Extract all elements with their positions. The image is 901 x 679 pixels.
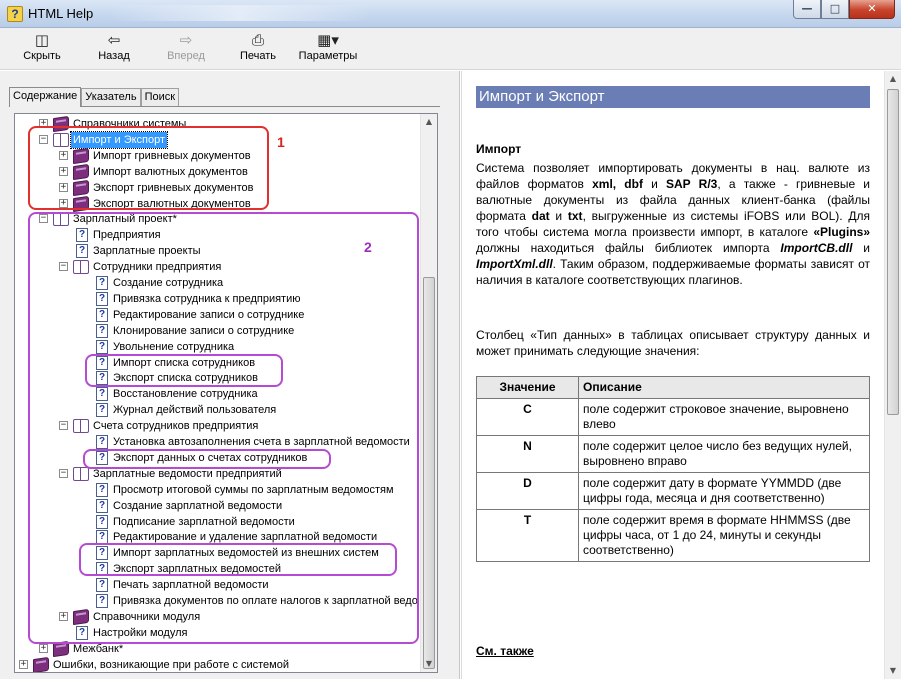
tree-item-label: Восстановление сотрудника xyxy=(113,388,258,401)
highlight-box-salary-project xyxy=(28,212,419,644)
tree-item-label: Печать зарплатной ведомости xyxy=(113,579,269,592)
scroll-down-arrow-icon[interactable]: ▼ xyxy=(889,666,897,675)
content-scroll-thumb[interactable] xyxy=(887,89,899,415)
cell-description: поле содержит дату в формате YYMMDD (две цифры года, месяца и дня соответственно) xyxy=(579,473,870,510)
tree-item-label: Журнал действий пользователя xyxy=(113,404,277,417)
tree-item-label: Справочники модуля xyxy=(93,610,201,623)
tree-item-label: Экспорт валютных документов xyxy=(93,197,251,210)
help-page-icon: ? xyxy=(96,308,108,322)
back-arrow-icon: ⇦ xyxy=(107,31,121,49)
options-label: Параметры xyxy=(298,50,358,62)
help-page-icon: ? xyxy=(96,451,108,465)
table-row xyxy=(477,399,870,436)
collapse-icon[interactable]: − xyxy=(60,467,67,478)
tree-item-label: Создание сотрудника xyxy=(113,277,224,289)
tree-item-label: Счета сотрудников предприятия xyxy=(93,420,259,433)
printer-icon: ⎙ xyxy=(251,31,264,49)
hide-button[interactable] xyxy=(18,31,66,67)
collapse-icon[interactable]: − xyxy=(40,133,47,144)
data-type-description: Столбец «Тип данных» в таблицах описывает структуру данных и может принимать следующие значения: xyxy=(476,328,870,358)
highlight-box-import-export xyxy=(28,126,269,210)
help-page-icon: ? xyxy=(96,324,108,338)
forward-button[interactable] xyxy=(162,31,210,67)
tree-item-label: Экспорт списка сотрудников xyxy=(113,372,258,385)
help-page-icon: ? xyxy=(76,228,88,242)
content-scrollbar[interactable] xyxy=(884,71,901,679)
help-page-icon: ? xyxy=(96,403,108,417)
window-controls xyxy=(793,0,895,19)
annotation-2: 2 xyxy=(364,239,372,255)
tree-item[interactable] xyxy=(15,657,419,673)
scroll-down-arrow-icon[interactable]: ▼ xyxy=(425,659,433,668)
tree-item-label: Сотрудники предприятия xyxy=(93,261,222,274)
tree-item-label: Установка автозаполнения счета в зарплатной ведомости xyxy=(113,436,410,448)
nav-tabs xyxy=(9,87,179,107)
table-row xyxy=(477,436,870,473)
tree-item-label: Зарплатные проекты xyxy=(93,245,201,258)
collapse-icon[interactable]: − xyxy=(60,261,67,272)
title-blur xyxy=(110,5,370,21)
minimize-button[interactable]: — xyxy=(793,0,821,19)
help-page-icon: ? xyxy=(96,546,108,560)
contents-tree[interactable] xyxy=(14,113,438,673)
tree-item-label: Увольнение сотрудника xyxy=(113,340,235,353)
closed-book-icon xyxy=(33,656,49,672)
help-page-icon: ? xyxy=(96,578,108,592)
help-page-icon: ? xyxy=(96,356,108,370)
import-description: Система позволяет импортировать документы в нац. валюте из файлов форматов xml, dbf и SAP R/3, а также - гривневые и валютные документы из файла данных клиент-банка (файлы формата dat и txt, выгруженные из системы iFOBS или BOL). Для того чтобы система могла произвести импорт, в каталоге «Plugins» должны находиться файлы библиотек импорта ImportCB.dll и ImportXml.dll. Таким образом, поддерживаемые форматы зависят от наличия в каталоге соответствующих плагинов. xyxy=(476,161,871,287)
cell-value: T xyxy=(477,510,579,562)
expand-icon[interactable]: + xyxy=(60,197,67,208)
tree-item-label: Экспорт данных о счетах сотрудников xyxy=(113,451,308,464)
expand-icon[interactable]: + xyxy=(60,149,67,160)
tree-item-label: Ошибки, возникающие при работе с системой xyxy=(53,658,289,671)
scroll-up-arrow-icon[interactable]: ▲ xyxy=(889,74,897,83)
maximize-button[interactable]: □ xyxy=(821,0,849,19)
help-page-icon: ? xyxy=(76,244,88,258)
tab-search[interactable]: Поиск xyxy=(141,88,179,107)
expand-icon[interactable]: + xyxy=(60,165,67,176)
expand-icon[interactable]: + xyxy=(60,181,67,192)
help-page-icon: ? xyxy=(96,594,108,608)
options-button[interactable] xyxy=(296,31,360,67)
help-page-icon: ? xyxy=(96,515,108,529)
cell-description: поле содержит строковое значение, выровнено влево xyxy=(579,399,870,436)
cell-value: C xyxy=(477,399,579,436)
help-page-icon: ? xyxy=(96,499,108,513)
cell-value: D xyxy=(477,473,579,510)
tree-item-label: Просмотр итоговой суммы по зарплатным ведомостям xyxy=(113,483,394,496)
see-also-link[interactable]: См. также xyxy=(476,644,534,658)
tree-item-label: Импорт зарплатных ведомостей из внешних систем xyxy=(113,547,379,560)
help-page-icon: ? xyxy=(96,387,108,401)
expand-icon[interactable]: + xyxy=(20,658,27,669)
table-row xyxy=(477,510,870,562)
options-icon: ▦▾ xyxy=(317,31,339,49)
content-pane xyxy=(461,71,901,679)
back-label: Назад xyxy=(98,50,130,62)
tree-item-label: Импорт гривневых документов xyxy=(93,149,251,162)
forward-label: Вперед xyxy=(167,50,205,62)
hide-label: Скрыть xyxy=(23,50,61,62)
back-button[interactable] xyxy=(92,31,136,67)
help-page-icon: ? xyxy=(96,483,108,497)
help-page-icon: ? xyxy=(96,562,108,576)
tree-item-label: Импорт и Экспорт xyxy=(73,133,166,146)
help-app-icon: ? xyxy=(7,6,23,22)
table-row xyxy=(477,473,870,510)
hide-panel-icon: ◫ xyxy=(34,31,50,49)
help-page-icon: ? xyxy=(96,292,108,306)
cell-description: поле содержит время в формате HHMMSS (две цифры часа, от 1 до 24, минуты и секунды соответственно) xyxy=(579,510,870,562)
tree-item-label: Импорт списка сотрудников xyxy=(113,356,256,369)
tree-item-label: Зарплатный проект* xyxy=(73,213,177,226)
print-button[interactable] xyxy=(236,31,280,67)
collapse-icon[interactable]: − xyxy=(40,213,47,224)
help-page-icon: ? xyxy=(76,626,88,640)
data-types-table xyxy=(476,376,870,562)
tab-index[interactable]: Указатель xyxy=(81,88,140,107)
column-header-value: Значение xyxy=(477,377,579,399)
expand-icon[interactable]: + xyxy=(40,642,47,653)
window-title: HTML Help xyxy=(28,6,94,21)
close-button[interactable]: ✕ xyxy=(849,0,895,19)
tab-contents[interactable]: Содержание xyxy=(9,87,81,107)
tree-item-label: Зарплатные ведомости предприятий xyxy=(93,467,282,480)
tree-item-label: Предприятия xyxy=(93,229,161,242)
tree-item-label: Межбанк* xyxy=(73,642,124,655)
cell-value: N xyxy=(477,436,579,473)
expand-icon[interactable]: + xyxy=(40,118,47,128)
section-heading-import: Импорт xyxy=(476,142,522,156)
highlight-box-accounts-export xyxy=(83,449,331,469)
title-bar xyxy=(0,0,901,28)
navigation-pane xyxy=(0,71,460,679)
tree-scrollbar[interactable] xyxy=(420,114,437,672)
column-header-description: Описание xyxy=(579,377,870,399)
tree-item-label: Клонирование записи о сотруднике xyxy=(113,324,295,337)
print-label: Печать xyxy=(239,50,277,62)
annotation-1: 1 xyxy=(277,134,285,150)
tree-item-label: Привязка документов по оплате налогов к зарплатной ведо xyxy=(113,595,418,607)
tree-item-label: Создание зарплатной ведомости xyxy=(113,499,283,512)
tree-item-label: Подписание зарплатной ведомости xyxy=(113,515,295,528)
help-page-icon: ? xyxy=(96,371,108,385)
highlight-box-salary-sheets xyxy=(79,543,397,576)
forward-arrow-icon: ⇨ xyxy=(179,31,193,49)
collapse-icon[interactable]: − xyxy=(60,420,67,431)
tree-item-label: Редактирование записи о сотруднике xyxy=(113,308,305,321)
tree-item-label: Привязка сотрудника к предприятию xyxy=(113,292,301,305)
scroll-up-arrow-icon[interactable]: ▲ xyxy=(425,117,433,126)
expand-icon[interactable]: + xyxy=(60,610,67,621)
tree-item-label: Справочники системы xyxy=(73,118,187,130)
toolbar xyxy=(0,28,901,70)
tree-item-label: Настройки модуля xyxy=(93,626,188,639)
highlight-box-employee-list xyxy=(85,354,283,387)
tree-item-label: Экспорт гривневых документов xyxy=(93,181,254,194)
help-page-icon: ? xyxy=(96,530,108,544)
tree-item-label: Редактирование и удаление зарплатной ведомости xyxy=(113,531,378,544)
cell-description: поле содержит целое число без ведущих нулей, выровнено вправо xyxy=(579,436,870,473)
tree-item-label: Экспорт зарплатных ведомостей xyxy=(113,563,281,576)
help-page-icon: ? xyxy=(96,435,108,449)
tree-scroll-thumb[interactable] xyxy=(423,277,435,669)
topic-title: Импорт и Экспорт xyxy=(476,86,870,108)
tree-item-label: Импорт валютных документов xyxy=(93,165,248,178)
help-page-icon: ? xyxy=(96,340,108,354)
help-page-icon: ? xyxy=(96,276,108,290)
